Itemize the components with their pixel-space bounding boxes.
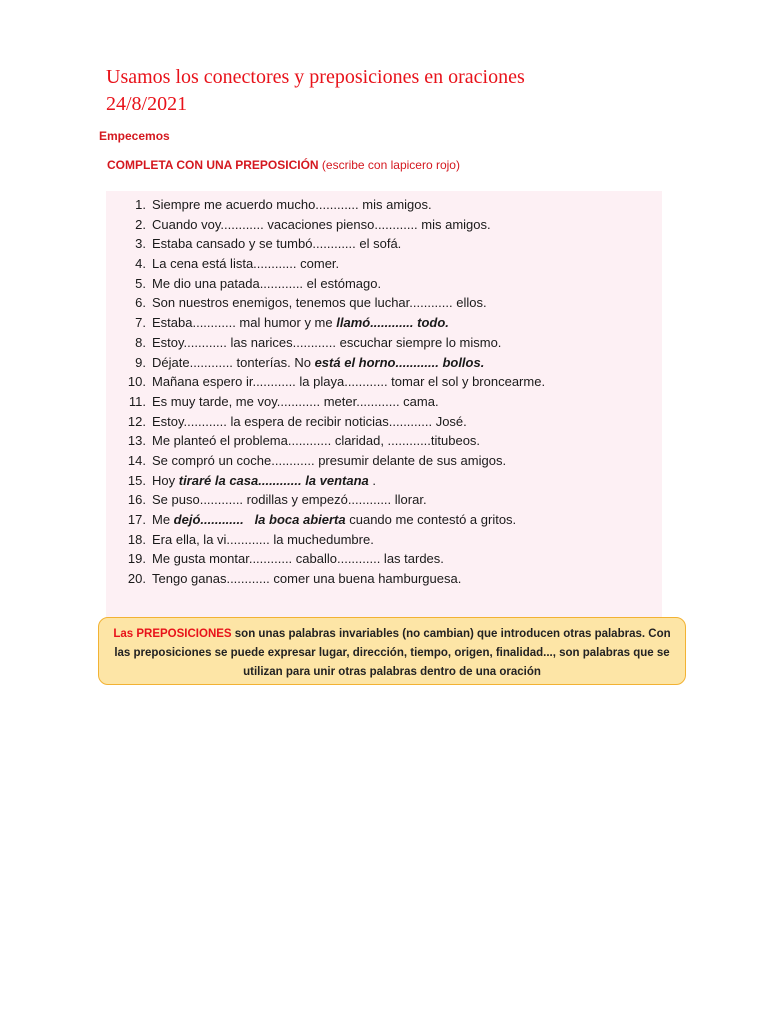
exercise-text: Estaba............ mal humor y me llamó............ todo. (152, 315, 449, 331)
exercise-text: La cena está lista............ comer. (152, 256, 340, 272)
exercise-item (106, 234, 662, 254)
exercise-item (106, 372, 662, 392)
exercise-text: Se puso............ rodillas y empezó............ llorar. (152, 492, 427, 508)
title-text: Usamos los conectores y preposiciones en oraciones (106, 66, 525, 88)
exercise-number: 3. (135, 236, 146, 252)
exercise-number: 15. (127, 472, 146, 488)
definition-box (98, 617, 686, 685)
definition-text: son unas palabras invariables (no cambian) que introducen otras palabras. Con las preposiciones se puede expresar lugar, dirección, tiempo, origen, finalidad..., son palabras que se utilizan para unir otras palabras dentro de una oración (114, 628, 671, 678)
exercise-text: Mañana espero ir............ la playa............ tomar el sol y broncearme. (152, 374, 546, 390)
instruction (107, 158, 460, 172)
exercise-item (106, 215, 662, 235)
exercise-text: Es muy tarde, me voy............ meter............ cama. (152, 393, 439, 409)
exercise-text: Estaba cansado y se tumbó............ el sofá. (152, 236, 402, 252)
exercise-item (106, 490, 662, 510)
exercise-item (106, 549, 662, 569)
exercise-text: Cuando voy............ vacaciones pienso............ mis amigos. (152, 216, 491, 232)
exercise-text: Me gusta montar............ caballo............ las tardes. (152, 551, 444, 567)
instruction-main: COMPLETA CON UNA PREPOSICIÓN (107, 158, 319, 172)
exercise-number: 16. (127, 492, 146, 508)
exercise-text: Déjate............ tonterías. No está el horno............ bollos. (152, 354, 485, 370)
exercise-number: 12. (127, 413, 146, 429)
exercise-text: Me dio una patada............ el estómago. (152, 275, 382, 291)
exercise-item (106, 412, 662, 432)
date-text: 24/8/2021 (106, 93, 188, 115)
exercise-text: Me planteó el problema............ claridad, ............titubeos. (152, 433, 481, 449)
exercise-text: Se compró un coche............ presumir delante de sus amigos. (152, 452, 507, 468)
exercise-number: 2. (135, 216, 146, 232)
exercise-text: Estoy............ las narices............ escuchar siempre lo mismo. (152, 334, 502, 350)
exercise-item (106, 569, 662, 589)
instruction-note: (escribe con lapicero rojo) (318, 158, 460, 172)
exercise-number: 19. (127, 551, 146, 567)
exercise-text: Hoy tiraré la casa............ la ventana . (152, 472, 377, 488)
exercise-number: 8. (135, 334, 146, 350)
exercise-item (106, 431, 662, 451)
exercise-item (106, 471, 662, 491)
exercise-list (106, 191, 662, 589)
exercise-number: 5. (135, 275, 146, 291)
exercise-text: Me dejó............ la boca abierta cuando me contestó a gritos. (152, 512, 517, 527)
exercise-number: 13. (127, 433, 146, 449)
page-title (106, 64, 525, 118)
exercise-text: Siempre me acuerdo mucho............ mis amigos. (152, 197, 432, 212)
exercise-item (106, 510, 662, 530)
exercise-number: 9. (135, 354, 146, 370)
exercise-number: 4. (135, 256, 146, 272)
exercise-number: 20. (127, 571, 146, 587)
exercise-number: 1. (135, 197, 146, 212)
exercise-item (106, 293, 662, 313)
exercise-item (106, 530, 662, 550)
exercise-item (106, 353, 662, 373)
exercise-number: 18. (127, 531, 146, 547)
exercise-item (106, 195, 662, 215)
exercise-number: 6. (135, 295, 146, 311)
definition-term: Las PREPOSICIONES (113, 628, 232, 640)
exercise-number: 10. (127, 374, 146, 390)
exercise-number: 7. (135, 315, 146, 331)
exercise-item (106, 254, 662, 274)
section-label: Empecemos (99, 129, 170, 143)
exercise-item (106, 313, 662, 333)
exercise-number: 11. (128, 393, 146, 409)
exercise-number: 14. (127, 452, 146, 468)
exercise-box (106, 191, 662, 619)
exercise-text: Son nuestros enemigos, tenemos que luchar............ ellos. (152, 295, 487, 311)
exercise-item (106, 333, 662, 353)
exercise-number: 17. (127, 512, 146, 527)
exercise-item (106, 451, 662, 471)
exercise-text: Estoy............ la espera de recibir noticias............ José. (152, 413, 467, 429)
exercise-item (106, 392, 662, 412)
exercise-text: Tengo ganas............ comer una buena hamburguesa. (152, 571, 462, 587)
exercise-item (106, 274, 662, 294)
exercise-text: Era ella, la vi............ la muchedumbre. (152, 531, 374, 547)
